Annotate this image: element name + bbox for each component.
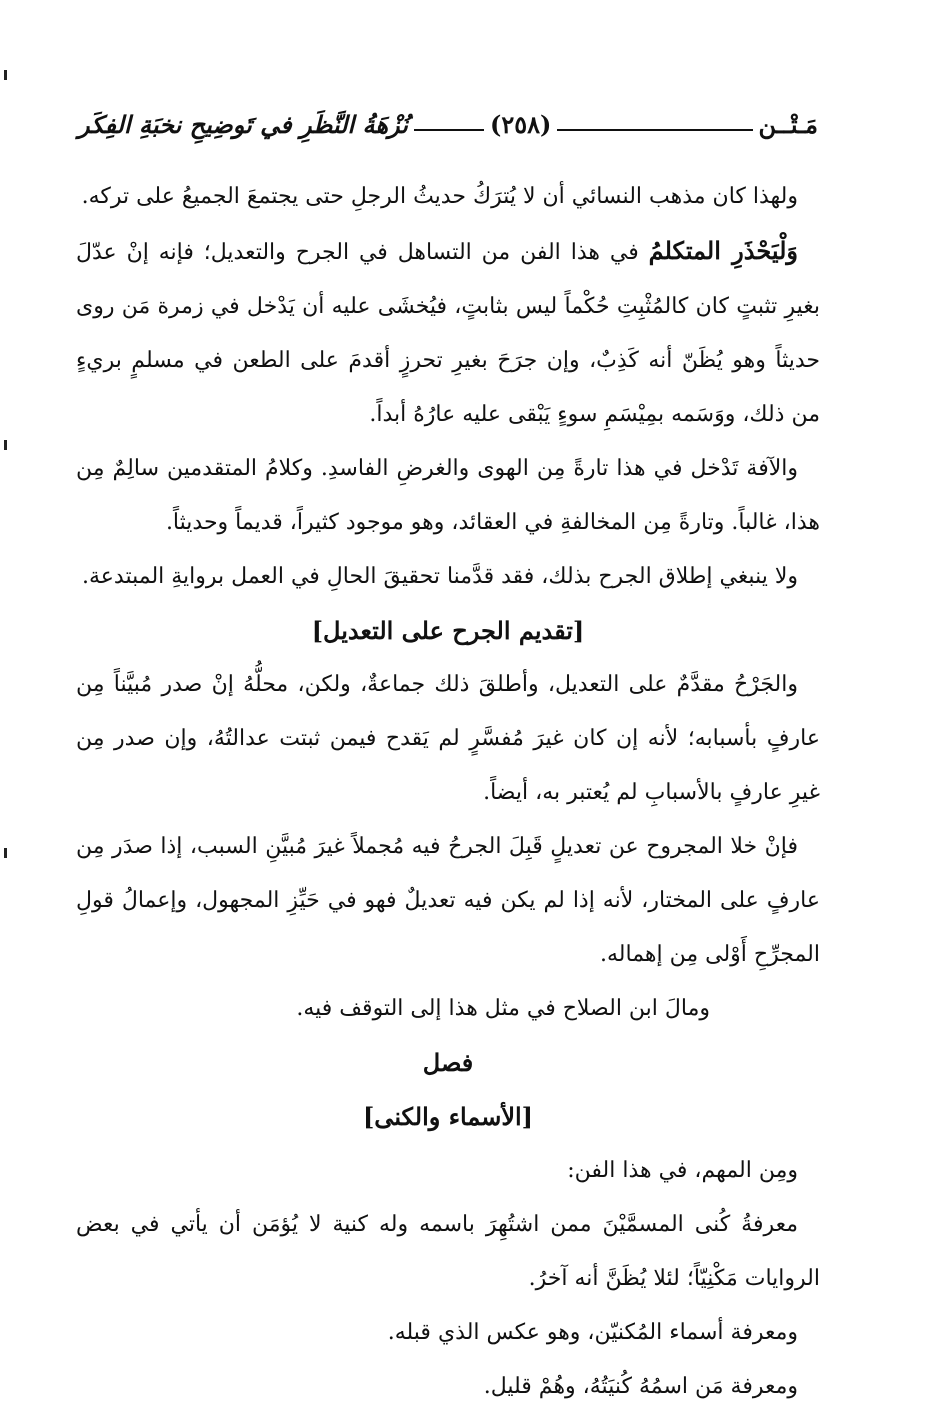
paragraph: ولهذا كان مذهب النسائي أن لا يُترَكُ حديثُ الرجلِ حتى يجتمعَ الجميعُ على تركه. bbox=[81, 184, 798, 209]
paragraph: ومعرفة مَن اسمُهُ كُنيَتُهُ، وهُمْ قليل. bbox=[483, 1374, 798, 1399]
paragraph: ومعرفة أسماء المُكنيّن، وهو عكس الذي قبله. bbox=[387, 1320, 798, 1345]
scan-mark bbox=[4, 70, 7, 80]
chapter-heading: فصل bbox=[422, 1048, 474, 1077]
paragraph-text: في هذا الفن من التساهل في الجرح والتعديل؛ فإنه إنْ عدّلَ بغيرِ تثبتٍ كان كالمُثْبِتِ حُكْماً ليس بثابتٍ، فيُخشَى عليه أن يَدْخل في زمرة مَن روى حديثاً وهو يُظَنّ أنه كَذِبٌ، وإن جرَحَ بغيرِ تحرزٍ أقدمَ على الطعن في مسلمٍ بريءٍ من ذلك، ووَسَمه بمِيْسَمِ سوءٍ يَبْقى عليه عارُهُ أبداً. bbox=[76, 240, 820, 427]
scan-mark bbox=[4, 848, 7, 858]
paragraph bbox=[76, 224, 820, 442]
paragraph: والآفة تَدْخل في هذا تارةً مِن الهوى والغرضِ الفاسدِ. وكلامُ المتقدمين سالِمٌ مِن هذا، غالباً. وتارةً مِن المخالفةِ في العقائد، وهو موجود كثيراً، قديماً وحديثاً. bbox=[76, 456, 820, 535]
header-rule bbox=[414, 129, 484, 131]
paragraph: معرفةُ كُنى المسمَّيْنَ ممن اشتُهِرَ باسمه وله كنية لا يُؤمَن أن يأتي في بعض الروايات مَكْنِيّاً؛ لئلا يُظَنَّ أنه آخرُ. bbox=[76, 1212, 820, 1291]
paragraph: ولا ينبغي إطلاق الجرح بذلك، فقد قدَّمنا تحقيقَ الحالِ في العمل بروايةِ المبتدعة. bbox=[81, 564, 798, 589]
paragraph: ومالَ ابن الصلاح في مثل هذا إلى التوقف فيه. bbox=[296, 996, 710, 1021]
header-mark: مَـتْــن bbox=[758, 109, 818, 139]
page-body bbox=[76, 170, 820, 1414]
page-number: (٢٥٨) bbox=[489, 109, 552, 139]
paragraph: فإنْ خلا المجروح عن تعديلٍ قَبِلَ الجرحُ فيه مُجملاً غيرَ مُبيَّنِ السبب، إذا صدَر مِن عارفٍ على المختار، لأنه إذا لم يكن فيه تعديلٌ فهو في حَيِّزِ المجهول، وإعمالُ قولِ المجرِّحِ أَوْلى مِن إهماله. bbox=[76, 834, 820, 967]
book-title: نُزْهَةُ النَّظَرِ في تَوضِيحِ نخبَةِ الفِكَر bbox=[78, 109, 408, 139]
header-rule bbox=[557, 129, 752, 131]
running-header bbox=[78, 104, 818, 144]
scan-mark bbox=[4, 440, 7, 450]
paragraph: ومِن المهم، في هذا الفن: bbox=[567, 1158, 798, 1183]
section-heading: [تقديم الجرح على التعديل] bbox=[311, 616, 585, 645]
paragraph: والجَرْحُ مقدَّمٌ على التعديل، وأطلقَ ذلك جماعةٌ، ولكن، محلُّهُ إنْ صدر مُبيَّناً مِن عارفٍ بأسبابه؛ لأنه إن كان غيرَ مُفسَّرٍ لم يَقدح فيمن ثبتت عدالتُهُ، وإن صدر مِن غيرِ عارفٍ بالأسبابِ لم يُعتبر به، أيضاً. bbox=[76, 672, 820, 805]
section-heading: [الأسماء والكنى] bbox=[362, 1102, 534, 1131]
paragraph-lead: وَلْيَحْذَرِ المتكلمُ bbox=[648, 236, 799, 265]
